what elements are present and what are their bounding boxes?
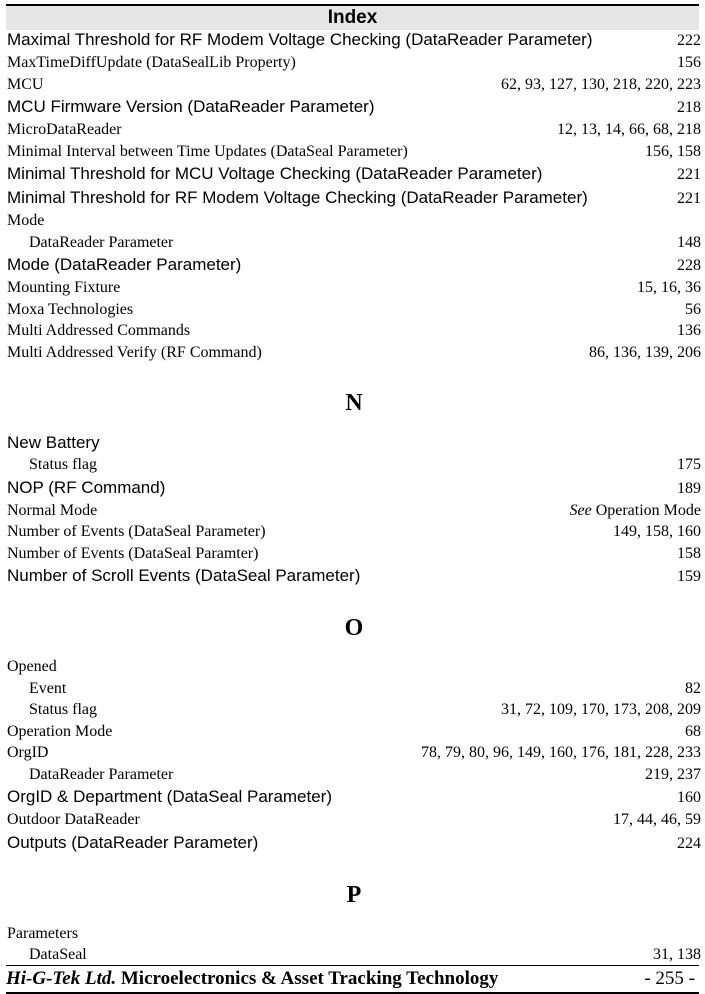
entry-pages: 82 — [685, 679, 701, 697]
index-header — [6, 4, 699, 30]
entry-pages: 31, 72, 109, 170, 173, 208, 209 — [501, 701, 701, 718]
entry-term: Outdoor DataReader — [7, 811, 140, 828]
entry-term: Minimal Threshold for RF Modem Voltage Checking (DataReader Parameter) — [7, 188, 588, 207]
entry-term: Number of Events (DataSeal Paramter) — [7, 544, 259, 562]
index-entry — [7, 721, 701, 743]
entry-pages: 56 — [685, 300, 701, 318]
see-target: Operation Mode — [595, 501, 701, 519]
index-entry — [7, 162, 701, 186]
entry-term: NOP (RF Command) — [7, 477, 166, 497]
entry-term: Normal Mode — [7, 501, 98, 519]
entry-term: Multi Addressed Verify (RF Command) — [7, 343, 262, 361]
entry-term: Multi Addressed Commands — [7, 322, 191, 339]
entry-pages: 224 — [677, 834, 701, 852]
entry-pages: 12, 13, 14, 66, 68, 218 — [557, 121, 701, 138]
entry-term: Event — [29, 679, 67, 697]
index-entry — [7, 454, 701, 476]
entry-term: DataSeal — [29, 946, 87, 963]
index-entry — [7, 141, 701, 163]
entry-term: Parameters — [7, 924, 79, 942]
index-entry — [7, 831, 701, 855]
entry-term: DataReader Parameter — [29, 233, 174, 251]
entry-pages: 228 — [677, 257, 701, 274]
entry-pages: 175 — [677, 456, 701, 473]
entry-pages — [569, 500, 701, 522]
entry-pages: 148 — [677, 233, 701, 251]
index-entry — [7, 543, 701, 565]
index-entry — [7, 923, 701, 945]
index-title: Index — [327, 7, 378, 28]
index-content — [7, 28, 701, 966]
entry-pages: 86, 136, 139, 206 — [589, 343, 701, 361]
entry-pages: 17, 44, 46, 59 — [613, 811, 701, 828]
entry-pages: 62, 93, 127, 130, 218, 220, 223 — [501, 75, 701, 93]
entry-term: Outputs (DataReader Parameter) — [7, 832, 259, 852]
entry-term: MaxTimeDiffUpdate (DataSealLib Property) — [7, 54, 296, 71]
index-entry — [7, 809, 701, 831]
entry-pages: 31, 138 — [653, 946, 701, 963]
entry-pages: 221 — [677, 190, 701, 207]
index-entry — [7, 253, 701, 277]
entry-term: Status flag — [29, 701, 97, 718]
footer-text — [6, 968, 498, 990]
entry-term: MCU — [7, 75, 44, 93]
entry-term: Mode — [7, 212, 45, 229]
entry-term: OrgID — [7, 744, 49, 761]
entry-pages: 158 — [677, 544, 701, 562]
index-entry — [7, 500, 701, 522]
entry-term: New Battery — [7, 433, 100, 452]
entry-pages: 15, 16, 36 — [637, 279, 701, 296]
footer-company: Hi-G-Tek Ltd. — [6, 968, 117, 989]
index-entry — [7, 52, 701, 74]
entry-term: Mounting Fixture — [7, 279, 121, 296]
index-entry — [7, 764, 701, 786]
entry-term: DataReader Parameter — [29, 765, 174, 783]
entry-term: Opened — [7, 658, 57, 675]
index-entry — [7, 678, 701, 700]
entry-pages: 136 — [677, 322, 701, 339]
entry-pages: 218 — [677, 99, 701, 116]
index-entry — [7, 74, 701, 96]
index-entry — [7, 28, 701, 52]
entry-pages: 222 — [677, 32, 701, 49]
entry-pages: 189 — [677, 479, 701, 497]
entry-pages: 219, 237 — [645, 765, 701, 783]
entry-term: MCU Firmware Version (DataReader Parameter) — [7, 97, 375, 116]
index-entry — [7, 342, 701, 364]
entry-term: Operation Mode — [7, 722, 113, 740]
index-entry — [7, 299, 701, 321]
index-entry — [7, 320, 701, 342]
entry-pages: 159 — [677, 568, 701, 585]
index-entry — [7, 742, 701, 764]
index-entry — [7, 944, 701, 966]
footer-page-number: - 255 - — [644, 968, 695, 989]
entry-pages: 160 — [677, 789, 701, 806]
entry-pages: 78, 79, 80, 96, 149, 160, 176, 181, 228, 233 — [421, 744, 701, 761]
index-entry — [7, 210, 701, 232]
index-entry — [7, 699, 701, 721]
section-letter-o: O — [344, 615, 364, 641]
entry-pages: 68 — [685, 722, 701, 740]
entry-term: Minimal Threshold for MCU Voltage Checking (DataReader Parameter) — [7, 164, 543, 183]
entry-pages: 156 — [677, 54, 701, 71]
section-letter-n: N — [345, 390, 363, 416]
index-entry — [7, 785, 701, 809]
entry-term: Status flag — [29, 456, 97, 473]
index-entry — [7, 119, 701, 141]
see-reference: See — [569, 501, 592, 519]
entry-pages: 156, 158 — [645, 142, 701, 160]
footer-tagline: Microelectronics & Asset Tracking Technology — [120, 968, 499, 989]
index-entry — [7, 476, 701, 500]
index-entry — [7, 277, 701, 299]
entry-term: Moxa Technologies — [7, 300, 134, 318]
entry-term: OrgID & Department (DataSeal Parameter) — [7, 787, 333, 806]
page-footer — [6, 965, 699, 994]
index-entry — [7, 521, 701, 543]
entry-pages: 149, 158, 160 — [613, 523, 701, 540]
entry-term: Minimal Interval between Time Updates (DataSeal Parameter) — [7, 142, 408, 160]
index-entry — [7, 431, 701, 454]
entry-term: Mode (DataReader Parameter) — [7, 255, 242, 274]
entry-term: MicroDataReader — [7, 121, 122, 138]
index-entry — [7, 564, 701, 588]
entry-term: Number of Events (DataSeal Parameter) — [7, 523, 266, 540]
section-letter-p: P — [346, 881, 362, 908]
entry-pages: 221 — [677, 166, 701, 183]
index-entry — [7, 95, 701, 119]
index-entry — [7, 656, 701, 678]
entry-term: Maximal Threshold for RF Modem Voltage Checking (DataReader Parameter) — [7, 30, 593, 49]
index-entry — [7, 186, 701, 210]
entry-term: Number of Scroll Events (DataSeal Parameter) — [7, 566, 361, 585]
index-entry — [7, 232, 701, 254]
